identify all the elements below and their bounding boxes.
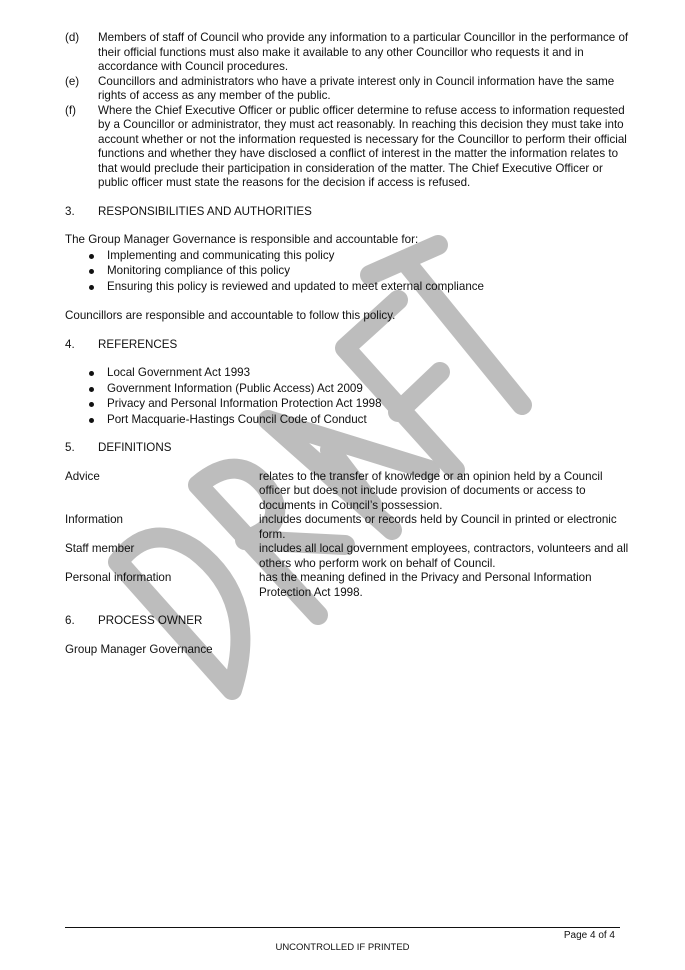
section-title: RESPONSIBILITIES AND AUTHORITIES — [98, 204, 312, 218]
section-3-closing: Councillors are responsible and accountable to follow this policy. — [65, 309, 396, 322]
section-title: REFERENCES — [98, 337, 178, 351]
definition-text: relates to the transfer of knowledge or an opinion held by a Council officer but does not include provision of documents or access to documents in Council’s possession. — [259, 469, 603, 512]
section-title: PROCESS OWNER — [98, 614, 203, 627]
uncontrolled-notice: UNCONTROLLED IF PRINTED — [275, 942, 410, 953]
document-body — [65, 31, 635, 657]
section-6-heading — [65, 614, 635, 629]
list-item: Government Information (Public Access) Act 2009 — [65, 382, 635, 397]
page-number: Page 4 of 4 — [563, 930, 615, 941]
section-5-heading — [65, 441, 635, 456]
definition-term: Staff member — [65, 542, 135, 555]
section-4-heading — [65, 338, 635, 353]
responsibilities-list — [65, 249, 635, 295]
definition-term: Information — [65, 513, 123, 526]
definition-text: includes documents or records held by Council in printed or electronic form. — [259, 513, 617, 541]
list-item: Local Government Act 1993 — [65, 366, 635, 381]
list-item: Implementing and communicating this policy — [65, 249, 635, 264]
definition-term: Advice — [65, 469, 100, 483]
list-item-e — [65, 75, 635, 104]
definition-term: Personal information — [65, 571, 172, 584]
list-marker: (d) — [65, 31, 80, 44]
section-3-intro: The Group Manager Governance is responsible and accountable for: — [65, 233, 419, 246]
list-text: Councillors and administrators who have a private interest only in Council information have the same rights of access as any member of the public. — [98, 74, 615, 102]
list-item: Monitoring compliance of this policy — [65, 264, 635, 279]
list-item: Ensuring this policy is reviewed and updated to meet external compliance — [65, 280, 635, 295]
list-item: Privacy and Personal Information Protection Act 1998 — [65, 397, 635, 412]
list-item: Port Macquarie-Hastings Council Code of Conduct — [65, 413, 635, 428]
section-3-heading — [65, 205, 635, 220]
list-item-d — [65, 31, 635, 75]
list-marker: (e) — [65, 74, 80, 88]
footer-divider — [65, 927, 620, 928]
section-number: 4. — [65, 337, 75, 351]
process-owner: Group Manager Governance — [65, 642, 213, 656]
list-marker: (f) — [65, 103, 76, 117]
section-number: 6. — [65, 614, 75, 627]
definition-text: has the meaning defined in the Privacy and Personal Information Protection Act 1998. — [259, 571, 592, 599]
section-number: 5. — [65, 441, 75, 454]
section-number: 3. — [65, 204, 75, 218]
definitions-table — [65, 470, 635, 601]
references-list — [65, 366, 635, 427]
section-title: DEFINITIONS — [98, 441, 172, 454]
definition-text: includes all local government employees, contractors, volunteers and all others who perform work on behalf of Council. — [259, 542, 629, 570]
list-text: Where the Chief Executive Officer or public officer determine to refuse access to information requested by a Councillor or administrator, they must act reasonably. In reaching this decision they must take into account whether or not the information requested is necessary for the Councillor to perform their official functions and whether they have disclosed a conflict of interest in the matter the information relates to that would preclude their participation in consideration of the matter. The Chief Executive Officer or public officer must state the reasons for the decision if access is refused. — [98, 103, 627, 189]
list-item-f — [65, 104, 635, 191]
list-text: Members of staff of Council who provide any information to a particular Councillor in the performance of their official functions must also make it available to any other Councillor who requests it and in accordance with Council procedures. — [98, 31, 629, 73]
